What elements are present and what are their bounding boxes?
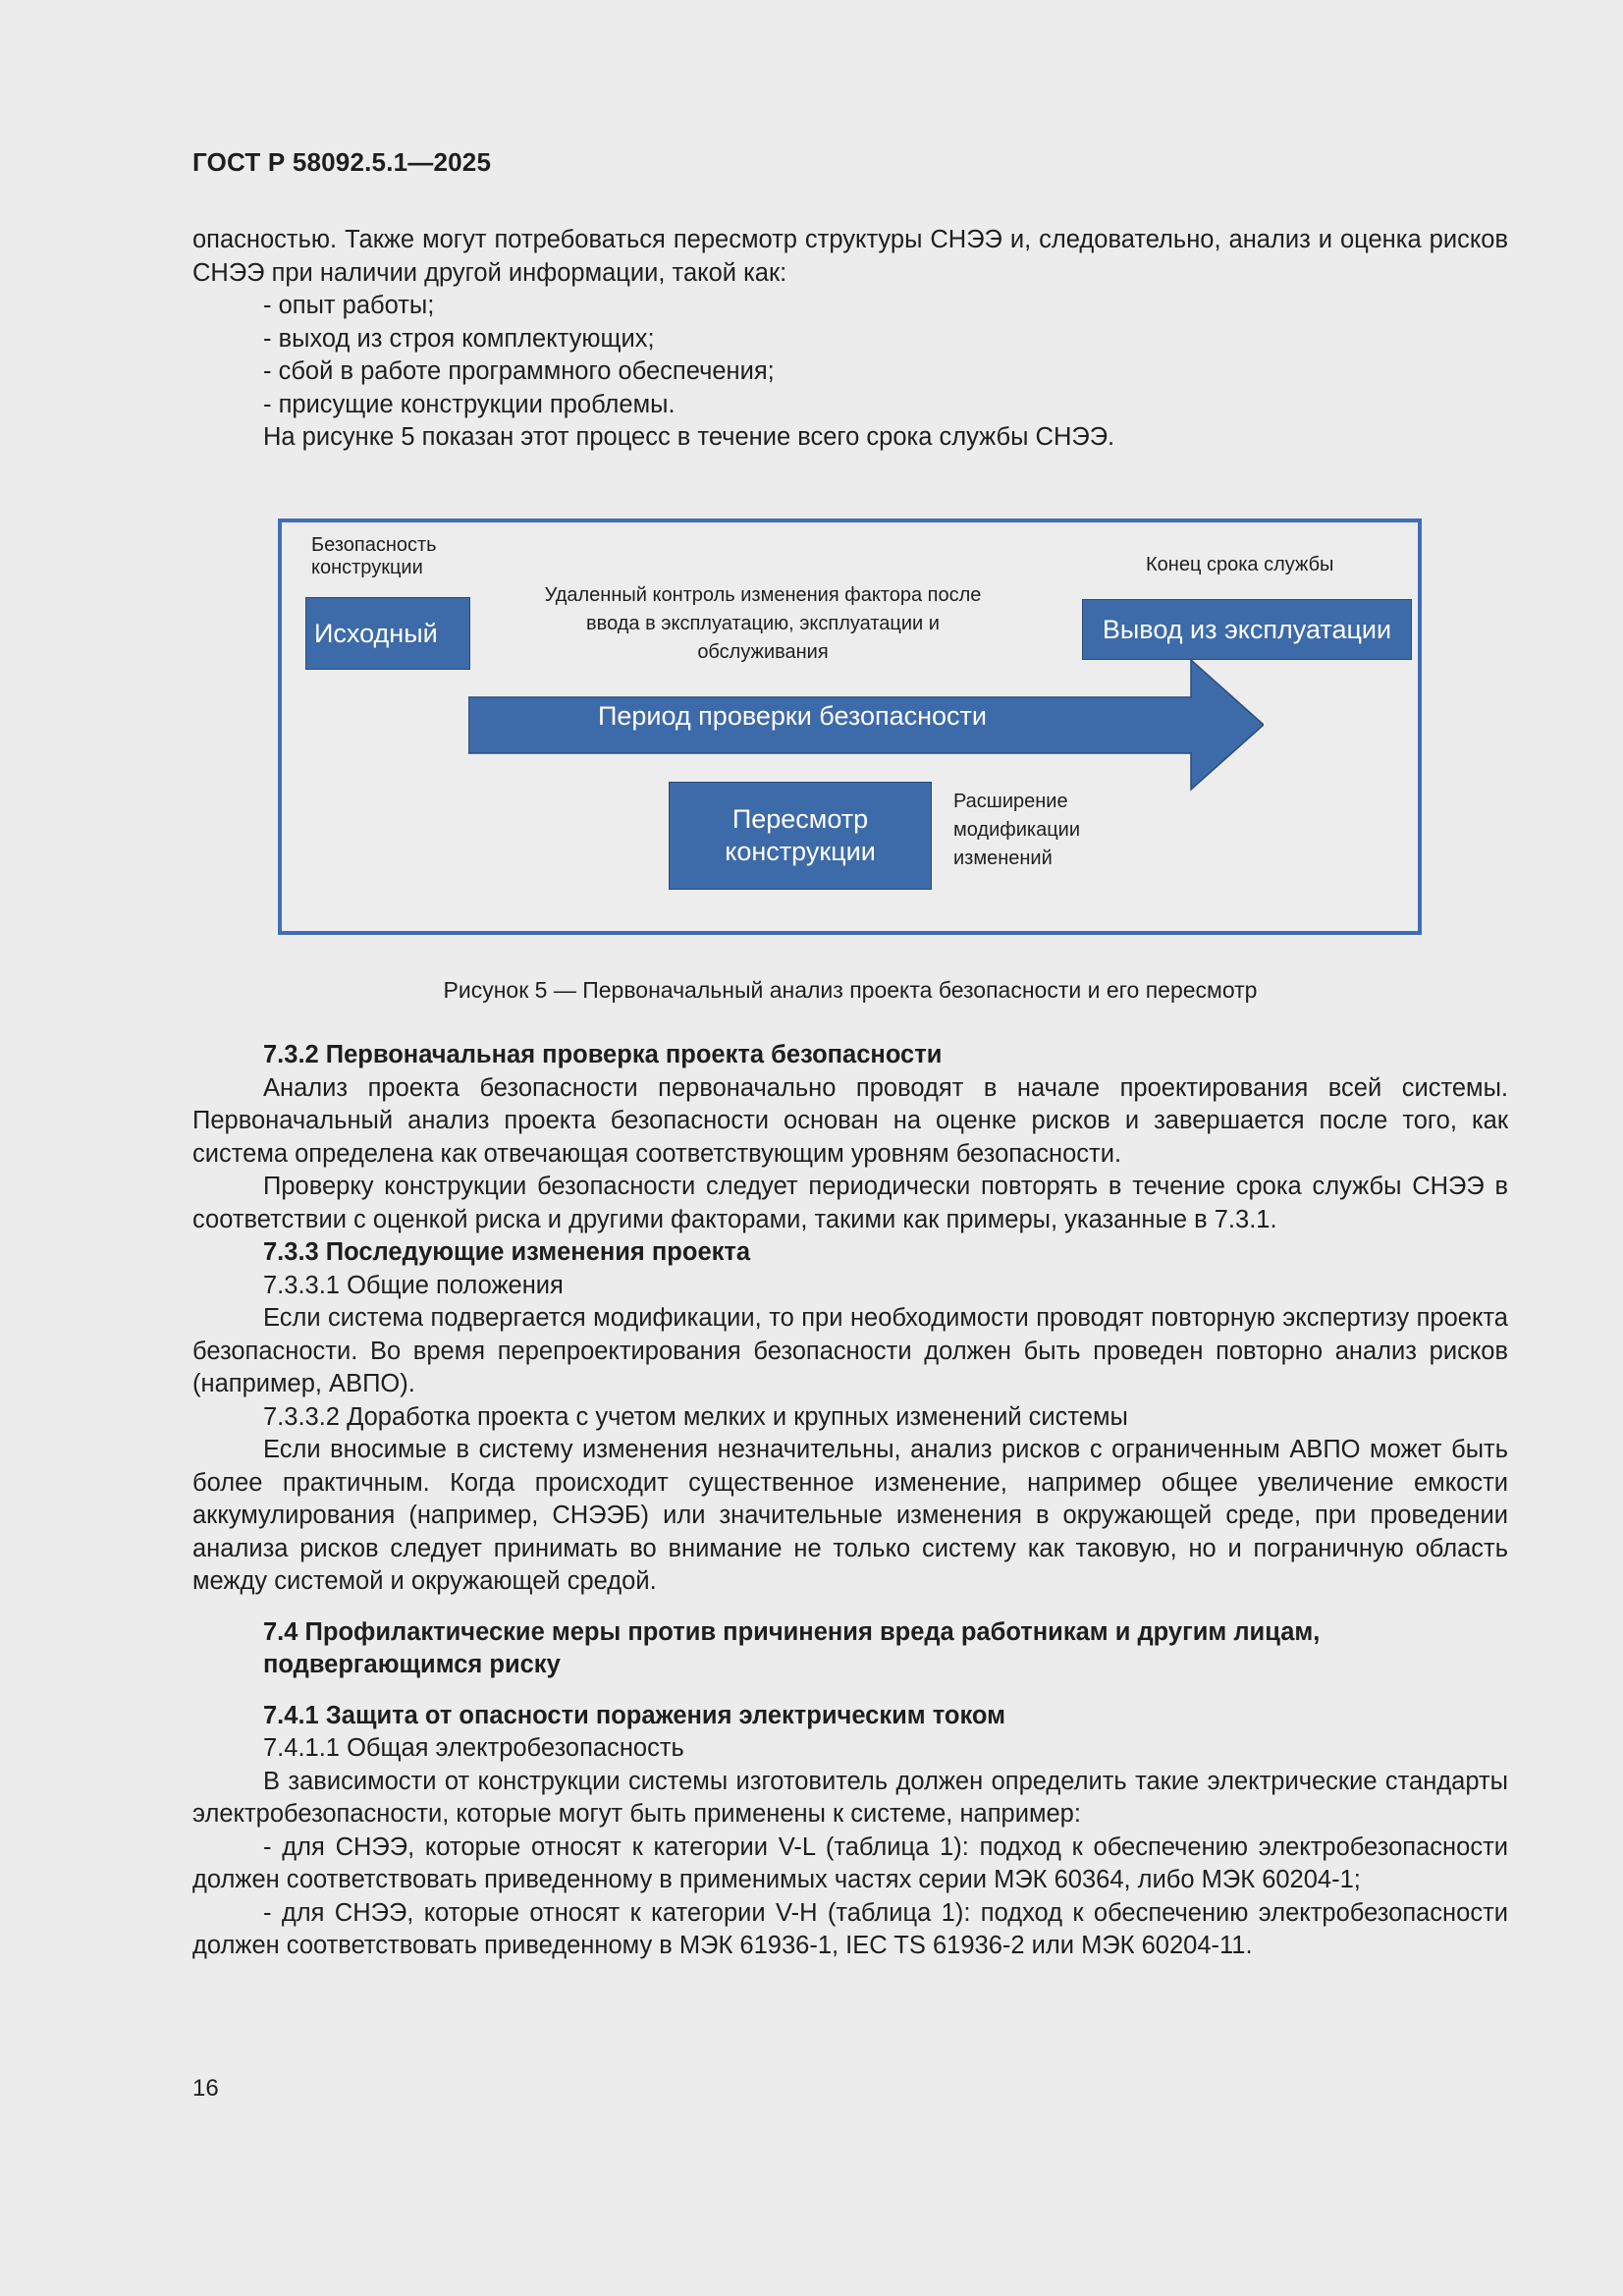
subsection-heading: 7.3.3.1 Общие положения (263, 1271, 564, 1299)
figure-caption: Рисунок 5 — Первоначальный анализ проекта безопасности и его пересмотр (443, 977, 1258, 1003)
extension-label: Расширение модификации изменений (953, 791, 1081, 869)
spacer (192, 1599, 1508, 1616)
list-item: - присущие конструкции проблемы. (263, 390, 676, 418)
decommission-box: Вывод из эксплуатации (1082, 599, 1412, 660)
subsection-heading: 7.4.1.1 Общая электробезопасность (263, 1734, 684, 1762)
design-review-box: Пересмотр конструкции (669, 782, 932, 890)
section-heading: 7.4.1 Защита от опасности поражения электрическим током (263, 1701, 1006, 1729)
body-paragraph: Анализ проекта безопасности первоначально проводят в начале проектирования всей системы. Первоначальный анализ проекта безопасности основан на оценке рисков и завершается после того, как система определена как отвечающая соответствующим уровням безопасности. (192, 1073, 1508, 1168)
spacer (192, 1682, 1508, 1700)
intro-paragraph: опасностью. Также могут потребоваться пересмотр структуры СНЭЭ и, следовательно, анализ и оценка рисков СНЭЭ при наличии другой информации, такой как: (192, 226, 1508, 287)
list-item: - опыт работы; (263, 292, 435, 319)
intro-block (192, 224, 1508, 455)
main-body (192, 1039, 1508, 1963)
body-paragraph: В зависимости от конструкции системы изготовитель должен определить такие электрические стандарты электробезопасности, которые могут быть применены к системе, например: (192, 1767, 1508, 1828)
body-paragraph: - для СНЭЭ, которые относят к категории V-H (таблица 1): подход к обеспечению электробезопасности должен соответствовать приведенному в МЭК 61936-1, IEC TS 61936-2 или МЭК 60204-11. (192, 1898, 1508, 1959)
figure-reference: На рисунке 5 показан этот процесс в течение всего срока службы СНЭЭ. (263, 423, 1115, 451)
remote-control-label: Удаленный контроль изменения фактора после ввода в эксплуатацию, эксплуатации и обслуживания (544, 584, 982, 663)
safety-design-label: Безопасность конструкции (311, 534, 437, 578)
subsection-heading: 7.3.3.2 Доработка проекта с учетом мелких и крупных изменений системы (263, 1402, 1128, 1431)
section-heading: 7.3.3 Последующие изменения проекта (263, 1238, 751, 1266)
body-paragraph: - для СНЭЭ, которые относят к категории V-L (таблица 1): подход к обеспечению электробезопасности должен соответствовать приведенному в применимых частях серии МЭК 60364, либо МЭК 60204-1; (192, 1832, 1508, 1893)
section-heading: 7.3.2 Первоначальная проверка проекта безопасности (263, 1041, 943, 1068)
page-number: 16 (192, 2075, 219, 2102)
body-paragraph: Если система подвергается модификации, то при необходимости проводят повторную экспертизу проекта безопасности. Во время перепроектирования безопасности должен быть проведен повторно анализ рисков (например, АВПО). (192, 1304, 1508, 1397)
section-heading: 7.4 Профилактические меры против причинения вреда работникам и другим лицам, подвергающимся риску (263, 1617, 1321, 1678)
body-paragraph: Проверку конструкции безопасности следует периодически повторять в течение срока службы СНЭЭ в соответствии с оценкой риска и другими факторами, такими как примеры, указанные в 7.3.1. (192, 1173, 1508, 1233)
arrow-label: Период проверки безопасности (597, 701, 987, 731)
list-item: - выход из строя комплектующих; (263, 324, 655, 353)
list-item: - сбой в работе программного обеспечения; (263, 357, 775, 385)
document-header: ГОСТ Р 58092.5.1—2025 (192, 147, 492, 177)
end-of-life-label: Конец срока службы (1146, 554, 1334, 575)
body-paragraph: Если вносимые в систему изменения незначительны, анализ рисков с ограниченным АВПО может быть более практичным. Когда происходит существенное изменение, например общее увеличение емкости аккумулирования (например, СНЭЭБ) или значительные изменения в окружающей среде, при проведении анализа рисков следует принимать во внимание не только систему как таковую, но и пограничную область между системой и окружающей средой. (192, 1436, 1508, 1595)
figure-5-diagram (278, 519, 1422, 935)
initial-box: Исходный (305, 597, 470, 670)
